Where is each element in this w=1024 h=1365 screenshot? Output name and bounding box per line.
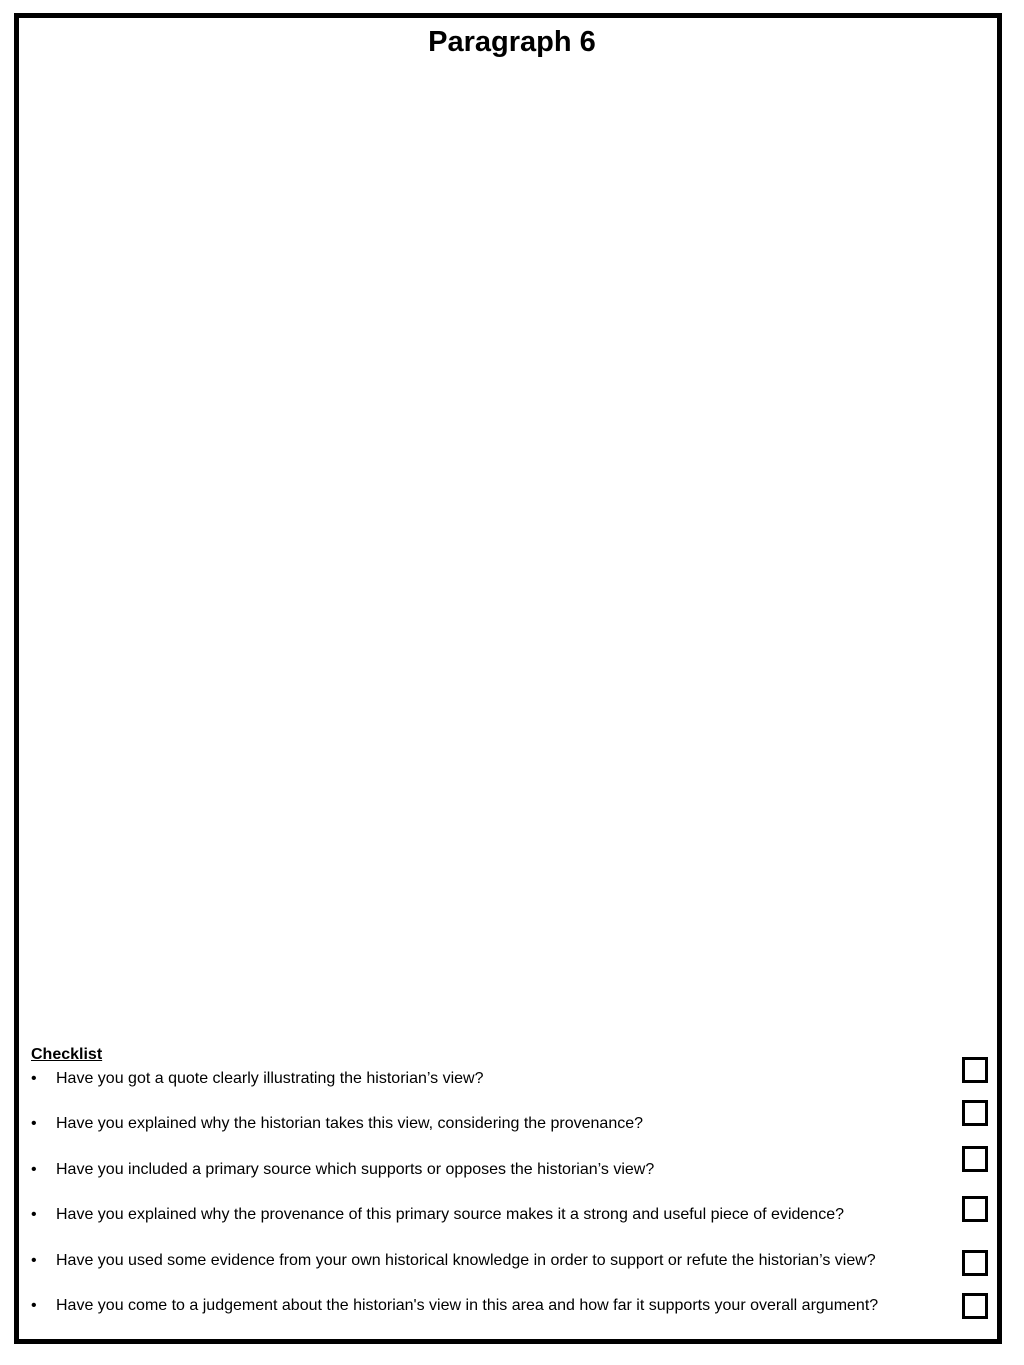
checklist-item xyxy=(31,1297,878,1315)
checklist-item xyxy=(31,1070,484,1088)
checklist-item-text: Have you come to a judgement about the historian's view in this area and how far it supports your overall argument? xyxy=(56,1297,879,1314)
checklist-item-text: Have you got a quote clearly illustrating the historian’s view? xyxy=(56,1070,484,1087)
checkbox[interactable] xyxy=(962,1196,988,1222)
bullet: • xyxy=(31,1252,37,1269)
checklist-heading: Checklist xyxy=(31,1046,103,1063)
checkbox[interactable] xyxy=(962,1146,988,1172)
checkbox[interactable] xyxy=(962,1250,988,1276)
page-border xyxy=(14,13,1002,1344)
checkbox[interactable] xyxy=(962,1057,988,1083)
checklist-item-text: Have you explained why the provenance of this primary source makes it a strong and useful piece of evidence? xyxy=(56,1206,844,1223)
bullet: • xyxy=(31,1115,37,1132)
checklist-item xyxy=(31,1252,876,1270)
checklist-item xyxy=(31,1206,844,1224)
checklist-item-text: Have you included a primary source which supports or opposes the historian’s view? xyxy=(56,1161,655,1178)
bullet: • xyxy=(31,1070,37,1087)
checklist-item xyxy=(31,1161,654,1179)
checkbox[interactable] xyxy=(962,1100,988,1126)
checklist-item-text: Have you used some evidence from your own historical knowledge in order to support or refute the historian’s view? xyxy=(56,1252,876,1269)
bullet: • xyxy=(31,1206,37,1223)
checklist-item xyxy=(31,1115,643,1133)
page-title: Paragraph 6 xyxy=(428,26,596,58)
bullet: • xyxy=(31,1297,37,1314)
checklist-item-text: Have you explained why the historian takes this view, considering the provenance? xyxy=(56,1115,644,1132)
bullet: • xyxy=(31,1161,37,1178)
checkbox[interactable] xyxy=(962,1293,988,1319)
